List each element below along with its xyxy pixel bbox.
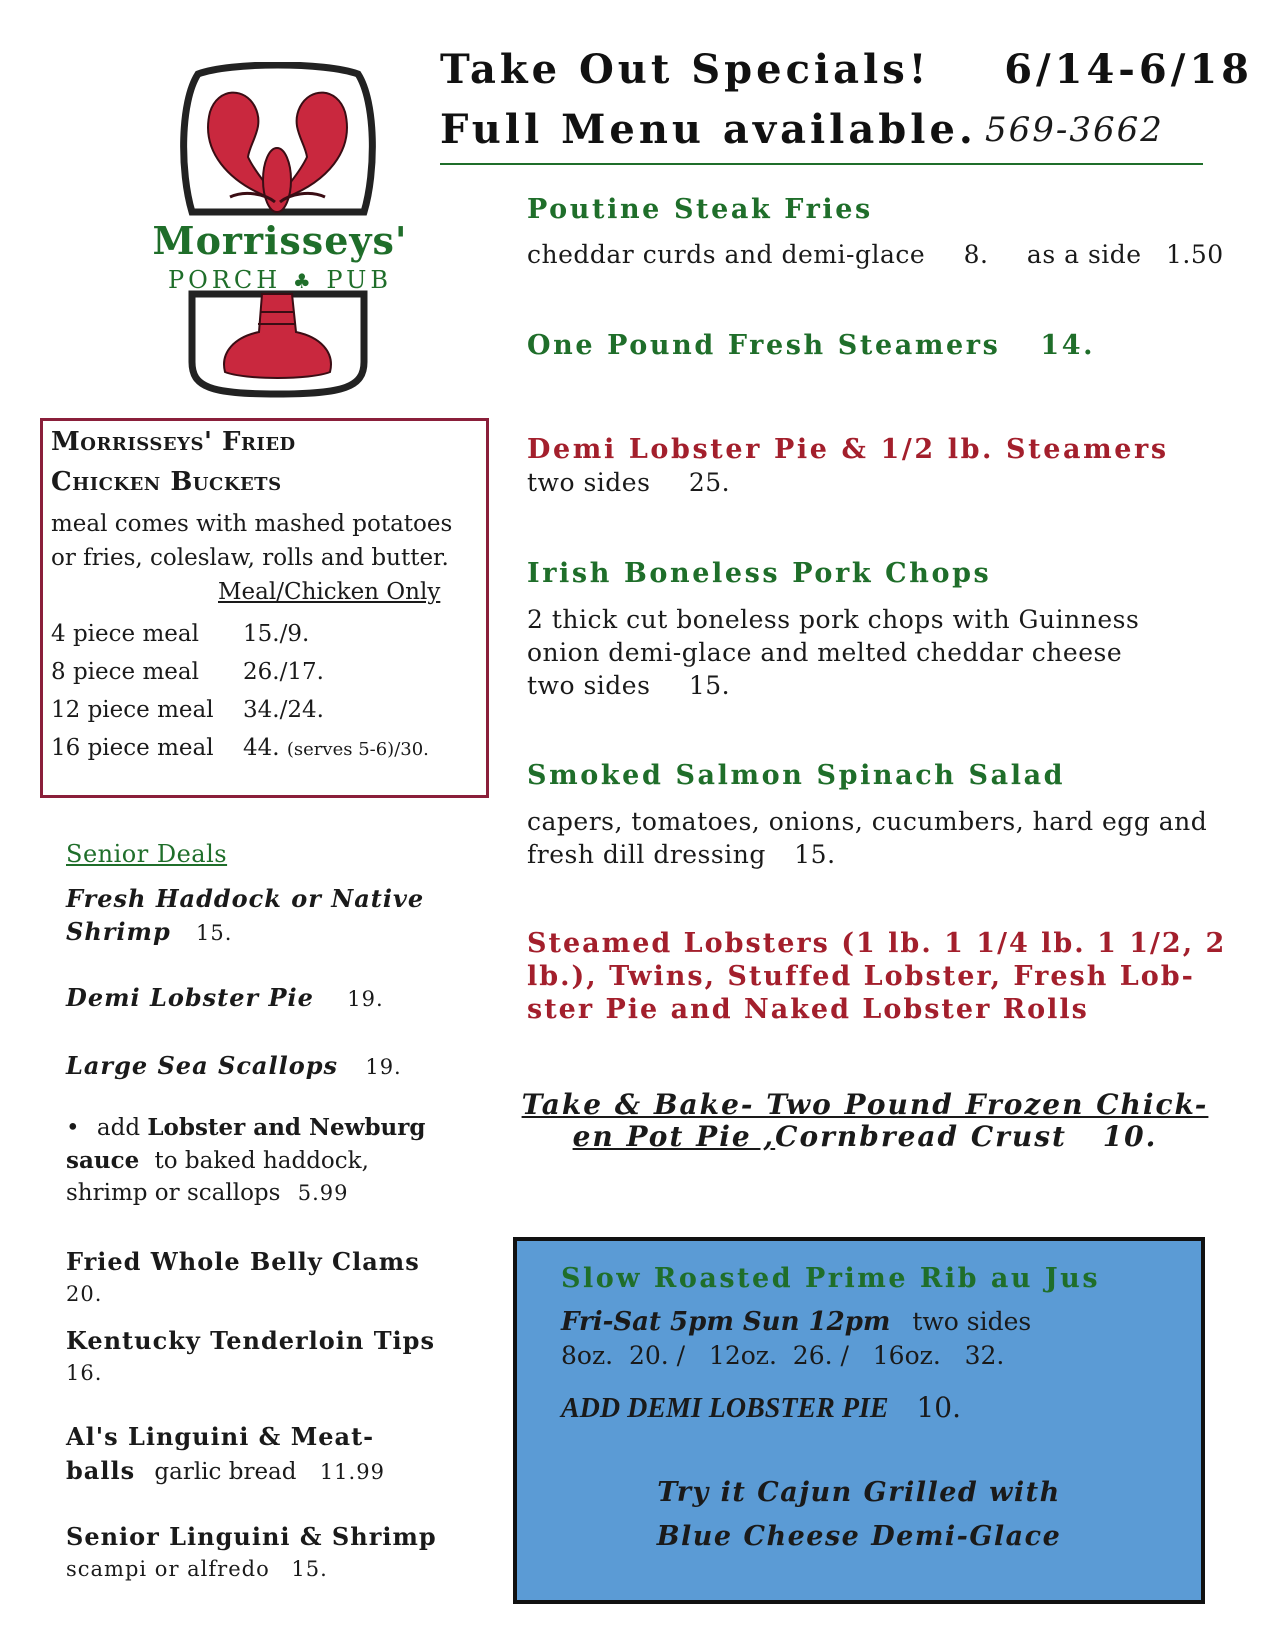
chicken-row-price: 15./9.	[243, 621, 310, 647]
take-bake-line1	[520, 1088, 1210, 1121]
take-bake-pot-pie: en Pot Pie ,	[572, 1120, 776, 1153]
header-specials-text: Take Out Specials!	[440, 46, 931, 93]
senior-item-clams-price: 20.	[66, 1282, 103, 1306]
salmon-title: Smoked Salmon Spinach Salad	[527, 760, 1066, 791]
demi-pie-desc	[527, 468, 730, 497]
prime-rib-add-label: ADD DEMI LOBSTER PIE	[561, 1393, 889, 1424]
prime-rib-cajun-line1: Try it Cajun Grilled with	[657, 1477, 1061, 1508]
chicken-row	[51, 735, 429, 761]
senior-item-shrimp-linguini: Senior Linguini & Shrimp	[66, 1522, 437, 1551]
senior-addon-bold1: Lobster and Newburg	[147, 1114, 426, 1141]
chicken-bucket-box	[40, 418, 489, 798]
take-bake-title: Take & Bake- Two Pound Frozen Chick-	[521, 1088, 1209, 1121]
poutine-side-label: as a side	[1026, 240, 1142, 269]
steamers-title	[527, 330, 1095, 361]
senior-item-tips: Kentucky Tenderloin Tips	[66, 1326, 435, 1355]
senior-item-haddock-shrimp: Shrimp	[66, 917, 171, 946]
pork-price: 15.	[688, 671, 731, 700]
senior-item-price: 19.	[365, 1055, 402, 1079]
pork-desc-line1: 2 thick cut boneless pork chops with Guinness	[527, 605, 1140, 634]
senior-item-shrimp-linguini-detail	[66, 1557, 328, 1581]
header-full-menu-text: Full Menu available.	[440, 106, 977, 153]
poutine-price: 8.	[963, 240, 989, 269]
senior-deals-heading: Senior Deals	[66, 840, 228, 868]
chicken-row-label: 4 piece meal	[51, 621, 199, 647]
prime-rib-cajun-line2: Blue Cheese Demi-Glace	[656, 1521, 1062, 1552]
senior-addon-line1	[66, 1114, 425, 1141]
chicken-row-label: 8 piece meal	[51, 659, 199, 685]
salmon-desc-line1: capers, tomatoes, onions, cucumbers, hard egg and	[527, 807, 1208, 836]
chicken-desc-line1: meal comes with mashed potatoes	[51, 511, 453, 537]
poutine-desc	[527, 240, 1224, 269]
logo-sub-porch: PORCH	[168, 266, 282, 294]
prime-rib-add	[561, 1391, 961, 1425]
header-divider	[440, 163, 1203, 165]
senior-item-name: Demi Lobster Pie	[66, 983, 314, 1012]
senior-item-name: Large Sea Scallops	[66, 1051, 339, 1080]
chicken-row	[51, 621, 310, 647]
header-title-line2	[440, 106, 977, 153]
header-phone: 569-3662	[985, 110, 1164, 150]
logo-name: Morrisseys'	[152, 218, 408, 263]
senior-addon-text2: to baked haddock,	[154, 1148, 369, 1174]
lobsters-line3: ster Pie and Naked Lobster Rolls	[527, 994, 1089, 1025]
prime-rib-box	[513, 1237, 1205, 1604]
chicken-row-price: 44.	[243, 735, 280, 761]
demi-pie-price: 25.	[688, 468, 731, 497]
pork-title: Irish Boneless Pork Chops	[527, 558, 992, 589]
prime-rib-sizes: 8oz. 20. / 12oz. 26. / 16oz. 32.	[561, 1341, 1005, 1370]
header-dates: 6/14-6/18	[1004, 46, 1254, 93]
chicken-row-price-group	[243, 735, 429, 761]
senior-item-price: 19.	[347, 987, 384, 1011]
chicken-row-price: 26./17.	[243, 659, 324, 685]
salmon-dressing: fresh dill dressing	[527, 840, 766, 869]
prime-rib-days: Fri-Sat 5pm Sun 12pm	[561, 1307, 891, 1337]
salmon-desc-line2	[527, 840, 836, 869]
prime-rib-add-price: 10.	[916, 1391, 961, 1424]
take-bake-crust: Cornbread Crust	[775, 1120, 1067, 1153]
senior-addon-line3	[66, 1180, 349, 1206]
chicken-row-note: (serves 5-6)/30.	[286, 739, 429, 760]
chicken-title-line2: Chicken Buckets	[51, 467, 282, 497]
senior-item-linguini-line2	[66, 1456, 385, 1485]
senior-addon-prefix: add	[96, 1115, 141, 1141]
chicken-row-label: 16 piece meal	[51, 735, 214, 761]
logo-subtitle	[140, 266, 420, 294]
poutine-title: Poutine Steak Fries	[527, 194, 873, 225]
bullet-icon: •	[66, 1115, 80, 1141]
senior-item-haddock-price: 15.	[196, 921, 233, 945]
senior-addon-line2	[66, 1147, 369, 1174]
chicken-desc-line2: or fries, coleslaw, rolls and butter.	[51, 545, 449, 571]
senior-item-scallops	[66, 1051, 402, 1080]
steamers-title-text: One Pound Fresh Steamers	[527, 330, 1001, 361]
logo-sub-pub: PUB	[326, 266, 392, 294]
salmon-price: 15.	[794, 840, 836, 869]
senior-addon-bold2: sauce	[66, 1147, 140, 1174]
pork-desc-line2: onion demi-glace and melted cheddar cheese	[527, 638, 1123, 667]
poutine-side-price: 1.50	[1166, 240, 1224, 269]
lobsters-line2: lb.), Twins, Stuffed Lobster, Fresh Lob-	[527, 961, 1195, 992]
chicken-row-price: 34./24.	[243, 697, 324, 723]
poutine-desc-text: cheddar curds and demi-glace	[527, 240, 926, 269]
senior-item-detail: scampi or alfredo	[66, 1557, 270, 1581]
chicken-row	[51, 697, 324, 723]
prime-rib-title: Slow Roasted Prime Rib au Jus	[561, 1263, 1101, 1294]
prime-rib-sides: two sides	[912, 1307, 1032, 1336]
senior-item-demi-pie	[66, 983, 384, 1012]
prime-rib-schedule	[561, 1307, 1031, 1337]
senior-item-haddock-line1: Fresh Haddock or Native	[66, 884, 425, 913]
steamers-price: 14.	[1040, 330, 1096, 361]
take-bake-price: 10.	[1102, 1120, 1158, 1153]
pork-sides: two sides	[527, 671, 651, 700]
senior-addon-price: 5.99	[297, 1181, 349, 1205]
senior-addon-text3: shrimp or scallops	[66, 1180, 281, 1206]
chicken-row	[51, 659, 324, 685]
lobsters-line1: Steamed Lobsters (1 lb. 1 1/4 lb. 1 1/2, 2	[527, 928, 1227, 959]
senior-item-linguini-detail: garlic bread	[154, 1459, 297, 1485]
shamrock-icon: ♣	[292, 269, 315, 293]
senior-item-linguini-price: 11.99	[319, 1460, 385, 1484]
take-bake-line2	[520, 1120, 1210, 1153]
senior-item-price: 15.	[291, 1557, 328, 1581]
senior-item-clams: Fried Whole Belly Clams	[66, 1247, 420, 1276]
senior-item-linguini-balls: balls	[66, 1456, 136, 1485]
chicken-row-label: 12 piece meal	[51, 697, 214, 723]
chicken-column-header: Meal/Chicken Only	[218, 579, 441, 605]
chicken-title-line1: Morrisseys' Fried	[51, 427, 296, 457]
header-title-line1	[440, 46, 1253, 93]
senior-item-linguini-line1: Al's Linguini & Meat-	[66, 1422, 375, 1451]
senior-item-haddock-line2	[66, 917, 232, 946]
demi-pie-sides: two sides	[527, 468, 651, 497]
senior-item-tips-price: 16.	[66, 1361, 103, 1385]
pork-desc-line3	[527, 671, 730, 700]
demi-pie-title: Demi Lobster Pie & 1/2 lb. Steamers	[527, 434, 1169, 465]
